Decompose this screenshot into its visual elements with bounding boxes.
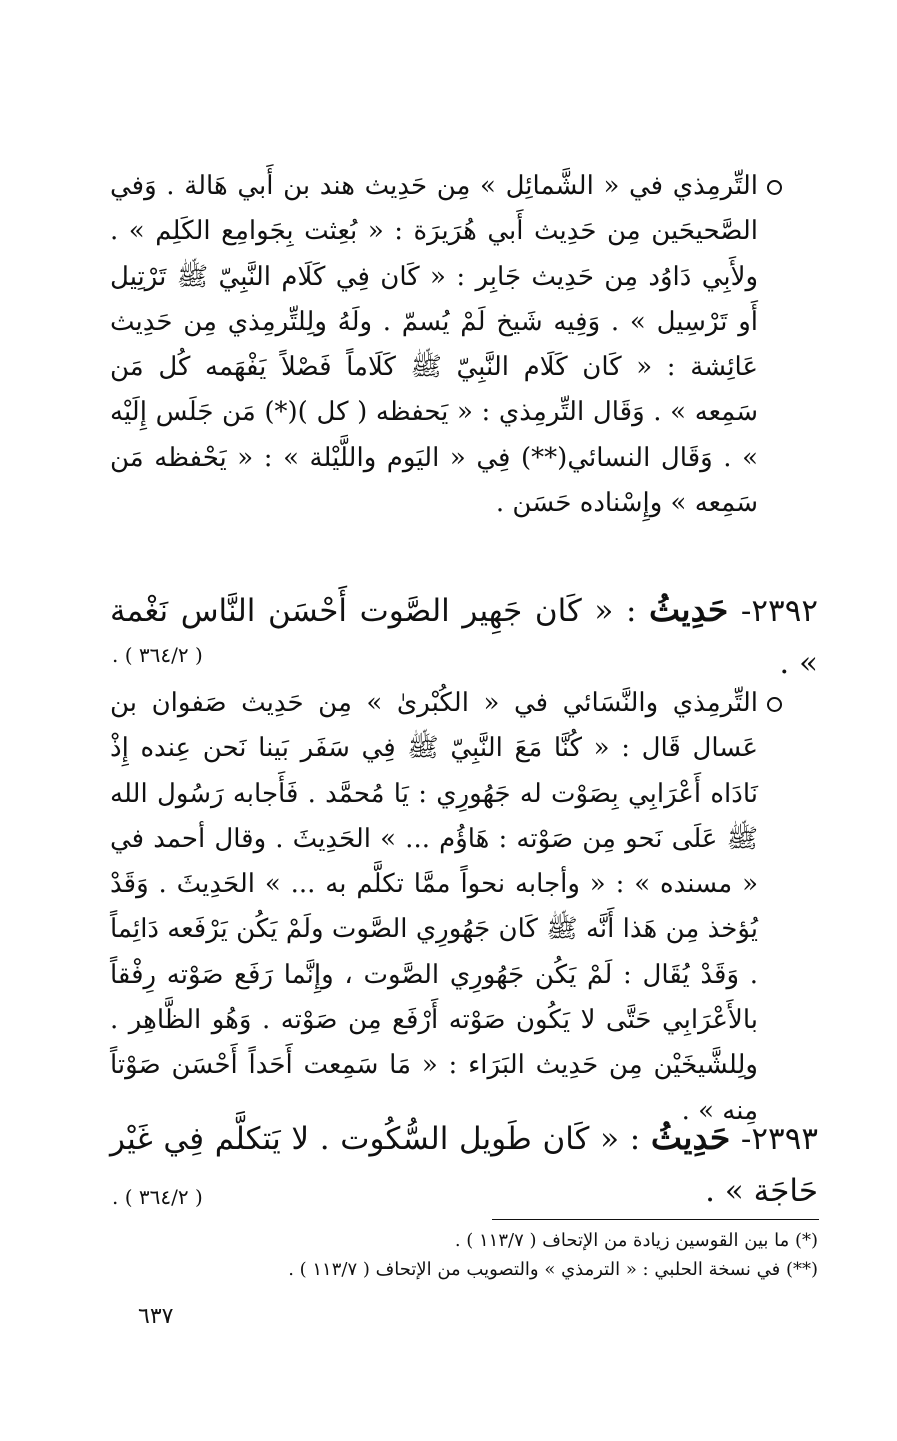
bullet-circle-icon <box>767 697 782 712</box>
hadith-reference-2393: ( ٣٦٤/٢ ) . <box>112 1185 203 1209</box>
bullet-circle-icon <box>767 180 782 195</box>
page-number: ٦٣٧ <box>138 1304 174 1329</box>
commentary-text-2: التِّرمِذي والنَّسَائي في « الكُبْرىٰ » مِن حَدِيث صَفوان بن عَسال قَال : « كُنَّا مَعَ النَّبِيّ ﷺ فِي سَفَر بَينا نَحن عِنده إِذْ نَادَاه أَعْرَابِي بِصَوْت له جَهُورِي : يَا مُحمَّد . فَأَجابه رَسُول الله ﷺ عَلَى نَحو مِن صَوْته : هَاؤُم ... » الحَدِيثَ . وقال أحمد في « مسنده » : « وأجابه نحواً ممَّا تكلَّم به ... » الحَدِيثَ . وَقَدْ يُؤخذ مِن هَذا أَنَّه ﷺ كَان جَهُورِي الصَّوت ولَمْ يَكُن يَرْفَعه دَائِماً . وَقَدْ يُقَال : لَمْ يَكُن جَهُورِي الصَّوت ، وإِنَّما رَفَع صَوْته رِفْقاً بالأَعْرَابِي حَتَّى لا يَكُون صَوْته أَرْفَع مِن صَوْته . وَهُو الظَّاهِر . ولِلشَّيخَيْن مِن حَدِيث البَرَاء : « مَا سَمِعت أَحَداً أَحْسَن صَوْتاً مِنه » . <box>110 688 758 1126</box>
hadith-text: : « كَان طَويل السُّكُوت . لا يَتكلَّم فِي غَيْر حَاجَة » . <box>110 1121 818 1209</box>
footnote-divider <box>492 1219 819 1220</box>
commentary-block-1 <box>110 164 782 526</box>
footnote-2: (**) في نسخة الحلبي : « الترمذي » والتصويب من الإتحاف ( ١١٣/٧ ) . <box>288 1259 818 1280</box>
hadith-text: : « كَان جَهِير الصَّوت أَحْسَن النَّاس نَغْمة » . <box>110 593 818 681</box>
hadith-heading-2393: ٢٣٩٣- حَدِيثُ : « كَان طَويل السُّكُوت . لا يَتكلَّم فِي غَيْر حَاجَة » . <box>110 1118 818 1209</box>
commentary-text-1: التِّرمِذي في « الشَّمائِل » مِن حَدِيث هند بن أَبي هَالة . وَفي الصَّحيحَين مِن حَدِيث أَبي هُرَيرَة : « بُعِثت بِجَوامِع الكَلِم » . ولأَبِي دَاوُد مِن حَدِيث جَابِر : « كَان فِي كَلَام النَّبِيّ ﷺ تَرْتِيل أَو تَرْسِيل » . وَفِيه شَيخ لَمْ يُسمّ . ولَهُ ولِلتِّرمِذي مِن حَدِيث عَائِشة : « كَان كَلَام النَّبِيّ ﷺ كَلَاماً فَصْلاً يَفْهَمه كُل مَن سَمِعه » . وَقَال التِّرمِذي : « يَحفظه ( كل )(*) مَن جَلَس إِلَيْه » . وَقَال النسائي(**) فِي « اليَوم واللَّيْلة » : « يَحْفظه مَن سَمِعه » وإِسْناده حَسَن . <box>110 171 758 519</box>
footnotes <box>270 1226 818 1284</box>
hadith-number: ٢٣٩٣ <box>751 1121 818 1157</box>
hadith-number: ٢٣٩٢ <box>751 593 818 629</box>
commentary-block-2 <box>110 681 782 1134</box>
hadith-label: حَدِيثُ <box>650 1118 731 1157</box>
footnote-1: (*) ما بين القوسين زيادة من الإتحاف ( ١١٣/٧ ) . <box>454 1230 818 1251</box>
hadith-label: حَدِيثُ <box>649 590 729 629</box>
hadith-reference-2392: ( ٣٦٤/٢ ) . <box>112 643 203 667</box>
hadith-heading-2392: ٢٣٩٢- حَدِيثُ : « كَان جَهِير الصَّوت أَحْسَن النَّاس نَغْمة » . <box>110 590 818 681</box>
